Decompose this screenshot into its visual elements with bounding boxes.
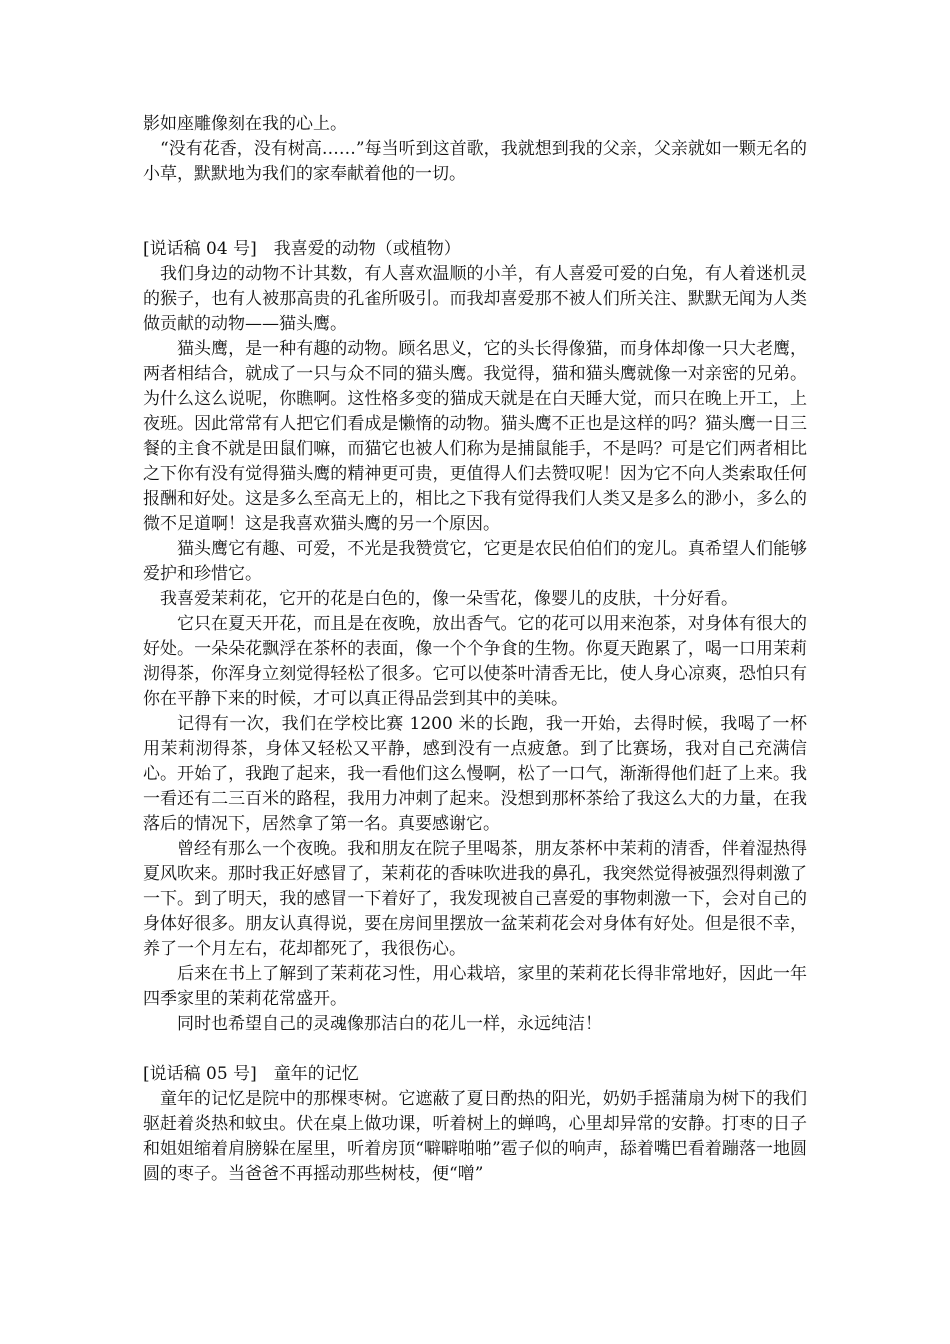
document-page: [143, 112, 807, 1187]
paragraph: 猫头鹰它有趣、可爱，不光是我赞赏它，它更是农民伯伯们的宠儿。真希望人们能够爱护和珍惜它。: [143, 539, 807, 584]
section-gap: [143, 187, 807, 237]
paragraph: 猫头鹰，是一种有趣的动物。顾名思义，它的头长得像猫，而身体却像一只大老鹰，两者相结合，就成了一只与众不同的猫头鹰。我觉得，猫和猫头鹰就像一对亲密的兄弟。为什么这么说呢，你瞧啊。这性格多变的猫成天就是在白天睡大觉，而只在晚上开工，上夜班。因此常常有人把它们看成是懒惰的动物。猫头鹰不正也是这样的吗？猫头鹰一日三餐的主食不就是田鼠们嘛，而猫它也被人们称为是捕鼠能手，不是吗？可是它们两者相比之下你有没有觉得猫头鹰的精神更可贵，更值得人们去赞叹呢！因为它不向人类索取任何报酬和好处。这是多么至高无上的，相比之下我有觉得我们人类又是多么的渺小，多么的微不足道啊！这是我喜欢猫头鹰的另一个原因。: [143, 339, 807, 534]
section-heading-05: [说话稿 05 号] 童年的记忆: [143, 1064, 359, 1084]
paragraph: 记得有一次，我们在学校比赛 1200 米的长跑，我一开始，去得时候，我喝了一杯用茉莉沏得茶，身体又轻松又平静，感到没有一点疲惫。到了比赛场，我对自己充满信心。开始了，我跑了起来，我一看他们这么慢啊，松了一口气，渐渐得他们赶了上来。我一看还有二三百米的路程，我用力冲刺了起来。没想到那杯茶给了我这么大的力量，在我落后的情况下，居然拿了第一名。真要感谢它。: [143, 714, 807, 834]
paragraph: 影如座雕像刻在我的心上。: [143, 114, 347, 134]
paragraph: 它只在夏天开花，而且是在夜晚，放出香气。它的花可以用来泡茶，对身体有很大的好处。一朵朵花飘浮在茶杯的表面，像一个个争食的生物。你夏天跑累了，喝一口用茉莉沏得茶，你浑身立刻觉得轻松了很多。它可以使茶叶清香无比，使人身心凉爽，恐怕只有你在平静下来的时候，才可以真正得品尝到其中的美味。: [143, 614, 807, 709]
paragraph: 我喜爱茉莉花，它开的花是白色的，像一朵雪花，像婴儿的皮肤，十分好看。: [160, 589, 738, 609]
paragraph: 同时也希望自己的灵魂像那洁白的花儿一样，永远纯洁！: [177, 1014, 602, 1034]
paragraph: “没有花香，没有树高……”每当听到这首歌，我就想到我的父亲，父亲就如一颗无名的小草，默默地为我们的家奉献着他的一切。: [143, 139, 807, 184]
paragraph: 我们身边的动物不计其数，有人喜欢温顺的小羊，有人喜爱可爱的白兔，有人着迷机灵的猴子，也有人被那高贵的孔雀所吸引。而我却喜爱那不被人们所关注、默默无闻为人类做贡献的动物——猫头鹰。: [143, 264, 807, 334]
paragraph: 后来在书上了解到了茉莉花习性，用心栽培，家里的茉莉花长得非常地好，因此一年四季家里的茉莉花常盛开。: [143, 964, 807, 1009]
section-heading-04: [说话稿 04 号] 我喜爱的动物（或植物）: [143, 239, 461, 259]
paragraph: 童年的记忆是院中的那棵枣树。它遮蔽了夏日酌热的阳光，奶奶手摇蒲扇为树下的我们驱赶着炎热和蚊虫。伏在桌上做功课，听着树上的蝉鸣，心里却异常的安静。打枣的日子和姐姐缩着肩膀躲在屋里，听着房顶“噼噼啪啪”雹子似的响声，舔着嘴巴看着蹦落一地圆圆的枣子。当爸爸不再摇动那些树枝，便“噌”: [143, 1089, 807, 1184]
section-gap: [143, 1037, 807, 1062]
paragraph: 曾经有那么一个夜晚。我和朋友在院子里喝茶，朋友茶杯中茉莉的清香，伴着湿热得夏风吹来。那时我正好感冒了，茉莉花的香味吹进我的鼻孔，我突然觉得被强烈得刺激了一下。到了明天，我的感冒一下着好了，我发现被自己喜爱的事物刺激一下，会对自己的身体好很多。朋友认真得说，要在房间里摆放一盆茉莉花会对身体有好处。但是很不幸，养了一个月左右，花却都死了，我很伤心。: [143, 839, 807, 959]
